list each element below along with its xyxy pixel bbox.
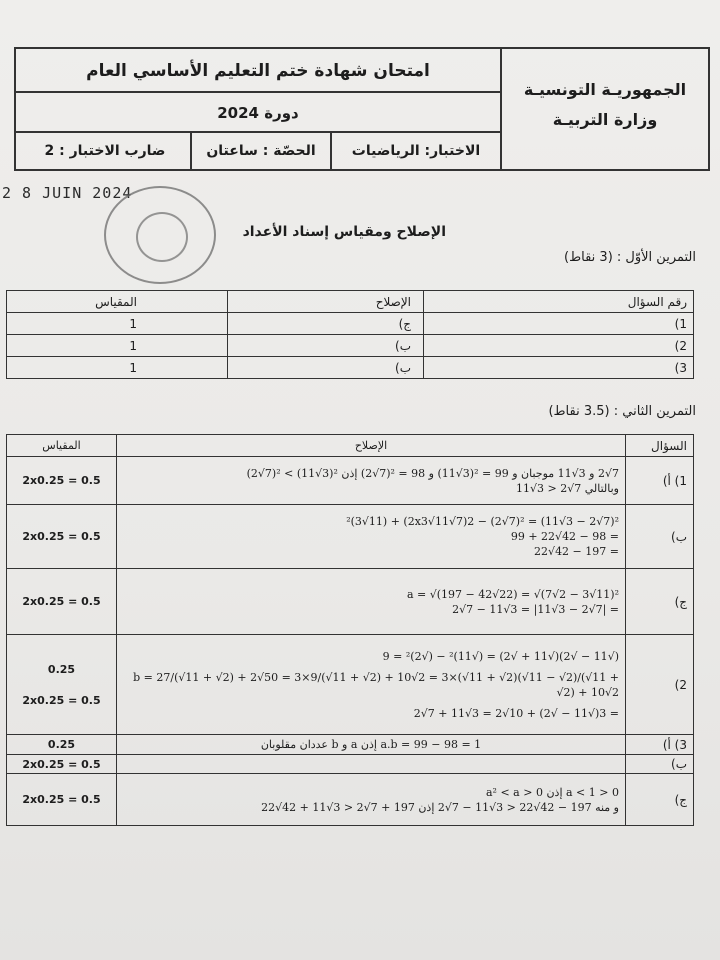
score-cell: 0.5 = 2x0.25 [7,774,117,826]
answer-cell [117,755,626,774]
answer-cell [117,569,626,635]
answer-line: a = √(197 − 42√22) = √(7√2 − 3√11)² [406,587,619,601]
date-stamp: 2 8 JUIN 2024 [2,184,133,202]
table-row [7,457,694,505]
answer-cell: ب) [228,357,424,379]
header-score: المقياس [7,435,117,457]
table-row [7,313,694,335]
question-cell: 2) [424,335,694,357]
official-seal-icon [104,186,216,284]
institution-block [500,49,708,169]
exam-coefficient: ضارب الاختبار : 2 [44,143,166,159]
exercise2-title: التمرين الثاني : (3.5 نقاط) [548,404,696,419]
answer-line: = 98 − 42√22 + 99 [510,530,619,543]
header-answer: الإصلاح [117,435,626,457]
score-cell: 1 [7,335,228,357]
exercise2-table [6,434,694,826]
table-row [7,774,694,826]
header-question: السؤال [626,435,694,457]
score-cell: 0.5 = 2x0.25 [7,457,117,505]
exam-duration: الحصّة : ساعتان [190,133,330,169]
score-cell: 0.25 [7,735,117,755]
score-cell: 1 [7,313,228,335]
score-cell: 0.5 = 2x0.25 [7,755,117,774]
answer-line: 0 < a < 1 إذن 0 < a² < a [486,785,619,799]
table-row [7,335,694,357]
score-cell: 1 [7,357,228,379]
question-cell: 3) أ) [626,735,694,755]
exercise1-title: التمرين الأوّل : (3 نقاط) [564,250,696,265]
answer-line: وبالتالي 7√2 < 3√11 [515,481,619,495]
document-title: الإصلاح ومقياس إسناد الأعداد [242,224,446,240]
question-cell: ج) [626,774,694,826]
answer-cell: ب) [228,335,424,357]
header-answer: الإصلاح [228,291,424,313]
table-row [7,635,694,735]
question-cell: 3) [424,357,694,379]
exam-session: دورة 2024 [16,93,500,133]
answer-line: (√11 − √2)(√11 + √2) = (√11)² − (√2)² = 9 [382,649,619,663]
answer-cell [117,735,626,755]
answer-line: a.b = 99 − 98 = 1 إذن a و b عددان مقلوبان [260,738,482,751]
table-row [7,505,694,569]
question-cell: ب) [626,505,694,569]
exam-subject: الاختبار: الرياضيات [330,133,500,169]
ministry-name: وزارة التربيـة [552,110,658,129]
answer-cell [117,635,626,735]
question-cell: ج) [626,569,694,635]
exam-title: امتحان شهادة ختم التعليم الأساسي العام [16,49,500,93]
score-cell [7,635,117,735]
country-name: الجمهوريـة التونسيـة [523,80,687,99]
table-header-row [7,291,694,313]
answer-line: و منه 197 − 42√22 < 3√11 − 7√2 إذن 197 + 7√2 < 3√11 + 42√22 [261,800,619,814]
table-row [7,735,694,755]
score-value: 0.5 = 2x0.25 [22,693,101,707]
exam-details-row [16,133,500,169]
header-score: المقياس [7,291,228,313]
answer-line: b = 27/(√11 + √2) + 2√50 = 3×9/(√11 + √2) + 10√2 = 3×(√11 + √2)(√11 − √2)/(√11 + √2) + 10√2 [133,670,619,699]
answer-cell [117,457,626,505]
table-row [7,755,694,774]
answer-cell [117,505,626,569]
answer-cell: ج) [228,313,424,335]
question-cell: ب) [626,755,694,774]
exam-info-block [16,49,500,169]
header-question: رقم السؤال [424,291,694,313]
score-value: 0.25 [47,662,76,676]
answer-line: = 3(√11 − √2) + 10√2 = 3√11 + 7√2 [413,706,619,720]
exam-header [14,47,710,171]
question-cell: 1) [424,313,694,335]
question-cell: 1) أ) [626,457,694,505]
table-row [7,357,694,379]
exercise1-table [6,290,694,379]
question-cell: 2) [626,635,694,735]
answer-line: = 197 − 42√22 [534,545,619,558]
answer-line: 7√2 و 3√11 موجبان و 99 = ²(3√11) و 98 = ²(7√2) إذن ²(3√11) > ²(7√2) [246,466,619,480]
score-cell: 0.5 = 2x0.25 [7,505,117,569]
table-row [7,569,694,635]
score-cell: 0.5 = 2x0.25 [7,569,117,635]
answer-line: = |7√2 − 3√11| = 3√11 − 7√2 [452,602,619,616]
table-header-row [7,435,694,457]
answer-line: ²(7√2 − 3√11) = ²(7√2) − 2(7√2x3√11) + ²(3√11) [346,515,619,528]
answer-cell [117,774,626,826]
